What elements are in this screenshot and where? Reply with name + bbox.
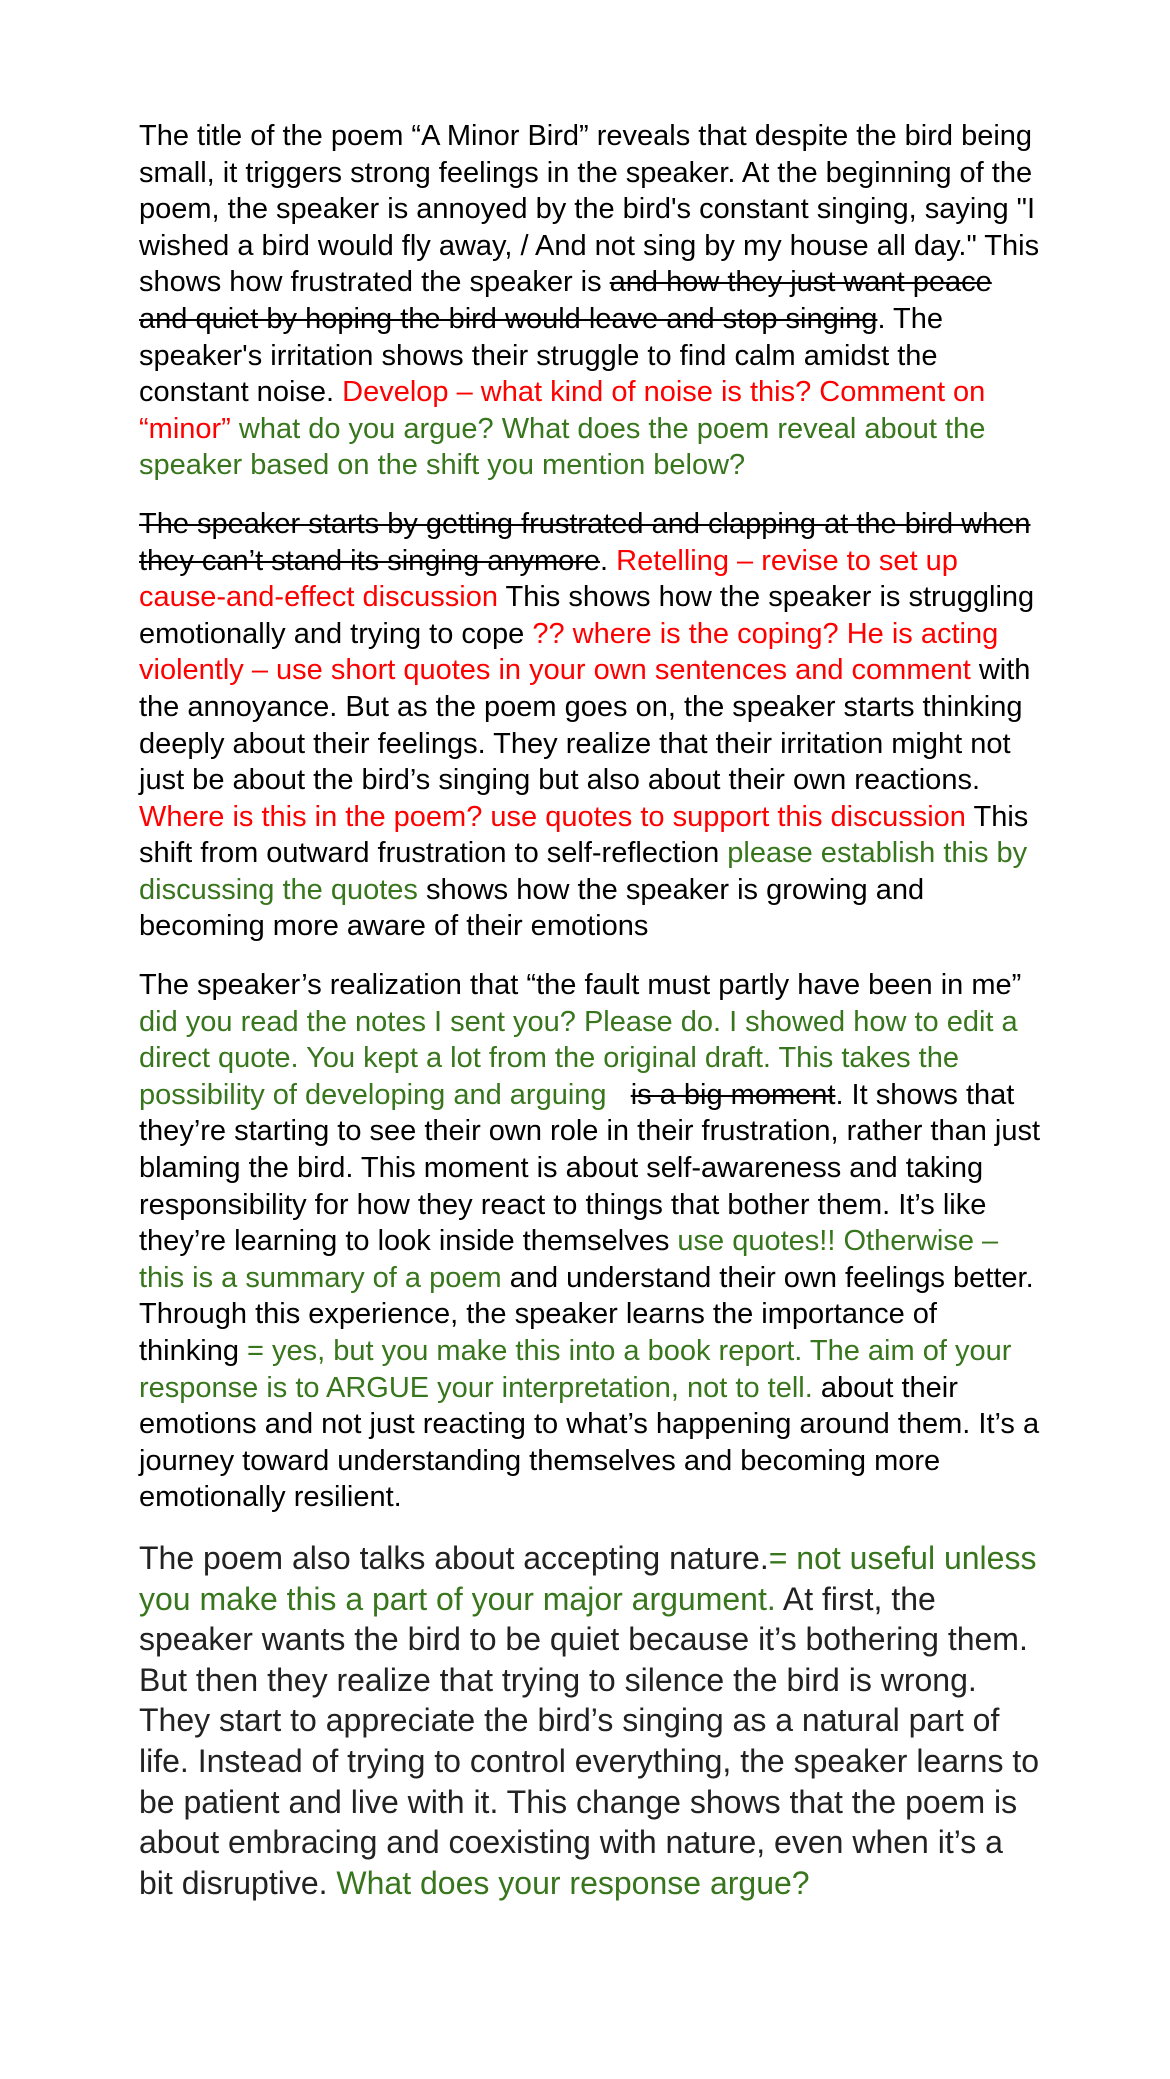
body-text: The title of the poem “A Minor Bird” reveals that despite the bird being small, it triggers strong feelings in the speaker. At the beginning of the poem, the speaker is annoyed by the bird's constant singing, saying "I wished a bird would fly away, / And not sing by my house all day." This shows how frustrated the speaker is [139,120,1040,299]
body-text: This shows how the speaker is struggling emotionally and trying to cope [139,581,1035,650]
body-text: The poem also talks about accepting nature. [139,1539,769,1576]
body-text: At first, the speaker wants the bird to be quiet because it’s bothering them. But then they realize that trying to silence the bird is wrong. They start to appreciate the bird’s singing as a natural part of life. Instead of trying to control everything, the speaker learns to be patient and live with it. This change shows that the poem is about embracing and coexisting with nature, even when it’s a bit disruptive. [139,1580,1040,1901]
paragraph-1 [139,118,1044,484]
body-text: . [600,544,617,577]
body-text: . It shows that they’re starting to see their own role in their frustration, rather than just blaming the bird. This moment is about self-awareness and taking responsibility for how they react to things that bother them. It’s like they’re learning to look inside themselves [139,1078,1041,1258]
body-text: and understand their own feelings better. Through this experience, the speaker learns the importance of thinking [139,1261,1034,1367]
teacher-comment-green: what do you argue? What does the poem reveal about the speaker based on the shift you mention below? [139,412,986,482]
teacher-comment-red: Retelling – revise to set up cause-and-effect discussion [139,544,958,614]
teacher-comment-green: use quotes!! Otherwise – this is a summary of a poem [139,1225,999,1294]
paragraph-3 [139,967,1044,1516]
teacher-comment-green: please establish this by discussing the quotes [139,837,1028,906]
teacher-comment-red: Develop – what kind of noise is this? Comment on “minor” [139,376,986,445]
essay-body [139,118,1044,1903]
struck-text: is a big moment [630,1078,836,1111]
teacher-comment-green: did you read the notes I sent you? Please do. I showed how to edit a direct quote. You kept a lot from the original draft. This takes the possibility of developing and arguing [139,1005,1018,1111]
paragraph-2 [139,506,1044,945]
teacher-comment-red: Where is this in the poem? use quotes to support this discussion [139,800,966,833]
teacher-comment-green: What does your response argue? [336,1864,810,1901]
body-text: . The speaker's irritation shows their struggle to find calm amidst the constant noise. [139,302,943,409]
paragraph-4 [139,1538,1044,1903]
teacher-comment-green: = yes, but you make this into a book report. The aim of your response is to ARGUE your interpretation, not to tell. [139,1335,1012,1404]
body-text: This shift from outward frustration to self-reflection [139,800,1029,870]
struck-text: and how they just want peace and quiet by hoping the bird would leave and stop singing [139,266,992,335]
body-text: about their emotions and not just reacting to what’s happening around them. It’s a journey toward understanding themselves and becoming more emotionally resilient. [139,1371,1040,1514]
body-text: The speaker’s realization that “the fault must partly have been in me” [139,969,1022,1002]
teacher-comment-green: = not useful unless you make this a part of your major argument. [139,1539,1037,1617]
teacher-comment-red: ?? where is the coping? He is acting violently – use short quotes in your own sentences and comment [139,617,999,687]
body-text: with the annoyance. But as the poem goes on, the speaker starts thinking deeply about their feelings. They realize that their irritation might not just be about the bird’s singing but also about their own reactions. [139,654,1031,797]
body-text [615,1079,631,1111]
struck-text: The speaker starts by getting frustrated and clapping at the bird when they can’t stand its singing anymore [139,507,1031,577]
body-text: shows how the speaker is growing and becoming more aware of their emotions [139,873,925,943]
